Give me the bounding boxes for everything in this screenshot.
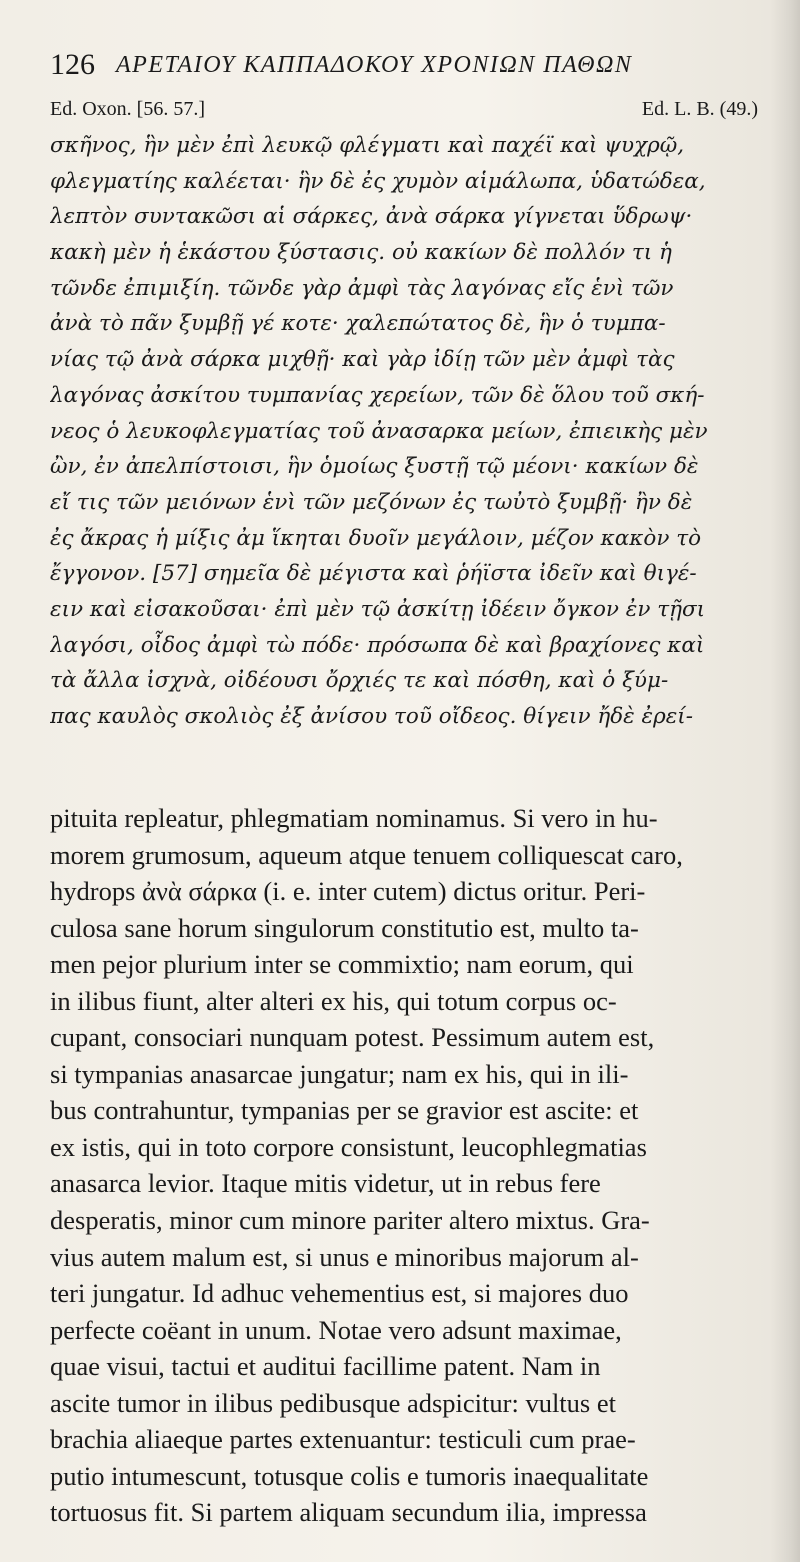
greek-line: φλεγματίης καλέεται· ἣν δὲ ἐς χυμὸν αἱμάλωπα, ὑδατώδεα, [50, 168, 706, 194]
running-header [50, 44, 750, 92]
latin-line: anasarca levior. Itaque mitis videtur, ut in rebus fere [50, 1168, 601, 1199]
latin-line: teri jungatur. Id adhuc vehementius est, si majores duo [50, 1278, 629, 1309]
greek-line: ἀνὰ τὸ πᾶν ξυμβῇ γέ κοτε· χαλεπώτατος δὲ, ἣν ὁ τυμπα- [50, 311, 666, 337]
latin-line: desperatis, minor cum minore pariter altero mixtus. Gra- [50, 1205, 650, 1236]
greek-text-block [50, 128, 762, 735]
latin-line: ascite tumor in ilibus pedibusque adspicitur: vultus et [50, 1387, 616, 1418]
edition-ref-leiden: Ed. L. B. (49.) [641, 98, 758, 120]
greek-line: κακὴ μὲν ἡ ἑκάστου ξύστασις. οὐ κακίων δὲ πολλόν τι ἡ [50, 240, 672, 266]
latin-line: si tympanias anasarcae jungatur; nam ex his, qui in ili- [50, 1058, 629, 1089]
greek-line: σκῆνος, ἣν μὲν ἐπὶ λευκῷ φλέγματι καὶ παχέϊ καὶ ψυχρῷ, [50, 133, 685, 158]
edition-ref-oxford: Ed. Oxon. [56. 57.] [50, 98, 205, 120]
latin-line: tortuosus fit. Si partem aliquam secundum ilia, impressa [50, 1497, 647, 1528]
latin-line: hydrops ἀνὰ σάρκα (i. e. inter cutem) dictus oritur. Peri- [50, 876, 646, 907]
latin-line: men pejor plurium inter se commixtio; nam eorum, qui [50, 949, 634, 980]
latin-line: vius autem malum est, si unus e minoribus majorum al- [50, 1241, 639, 1272]
greek-line: εἴ τις τῶν μειόνων ἑνὶ τῶν μεζόνων ἐς τωὐτὸ ξυμβῇ· ἢν δὲ [50, 489, 693, 515]
latin-line: perfecte coëant in unum. Notae vero adsunt maximae, [50, 1314, 622, 1345]
greek-line: ἔγγονον. [57] σημεῖα δὲ μέγιστα καὶ ῥήϊστα ἰδεῖν καὶ θιγέ- [50, 561, 697, 587]
latin-line: ex istis, qui in toto corpore consistunt, leucophlegmatias [50, 1131, 647, 1162]
greek-line: ειν καὶ εἰσακοῦσαι· ἐπὶ μὲν τῷ ἀσκίτῃ ἰδέειν ὄγκον ἐν τῇσι [50, 596, 706, 622]
page-gutter-shadow [770, 0, 800, 1562]
running-title: ΑΡΕΤΑΙΟΥ ΚΑΠΠΑΔΟΚΟΥ ΧΡΟΝΙΩΝ ΠΑΘΩΝ [116, 52, 633, 78]
latin-line: pituita repleatur, phlegmatiam nominamus. Si vero in hu- [50, 803, 658, 833]
greek-line: τῶνδε ἐπιμιξίη. τῶνδε γὰρ ἀμφὶ τὰς λαγόνας εἴς ἑνὶ τῶν [50, 275, 674, 301]
latin-line: cupant, consociari nunquam potest. Pessimum autem est, [50, 1022, 655, 1053]
latin-line: quae visui, tactui et auditui facillime patent. Nam in [50, 1351, 601, 1382]
latin-line: putio intumescunt, totusque colis e tumoris inaequalitate [50, 1460, 649, 1491]
greek-line: λαγόνας ἀσκίτου τυμπανίας χερείων, τῶν δὲ ὅλου τοῦ σκή- [50, 382, 705, 408]
greek-line: νίας τῷ ἀνὰ σάρκα μιχθῇ· καὶ γὰρ ἰδίῃ τῶν μὲν ἀμφὶ τὰς [50, 347, 675, 373]
page-number: 126 [50, 48, 95, 81]
latin-line: morem grumosum, aqueum atque tenuem colliquescat caro, [50, 839, 683, 870]
greek-line: πας καυλὸς σκολιὸς ἐξ ἀνίσου τοῦ οἴδεος. θίγειν ἤδὲ ἐρεί- [50, 704, 693, 729]
latin-line: brachia aliaeque partes extenuantur: testiculi cum prae- [50, 1424, 636, 1455]
edition-references [50, 96, 758, 128]
greek-line: λαγόσι, οἶδος ἀμφὶ τὼ πόδε· πρόσωπα δὲ καὶ βραχίονες καὶ [50, 632, 705, 658]
greek-line: νεος ὁ λευκοφλεγματίας τοῦ ἀνασαρκα μείων, ἐπιεικὴς μὲν [50, 418, 708, 444]
latin-line: in ilibus fiunt, alter alteri ex his, qui totum corpus oc- [50, 985, 617, 1016]
latin-line: culosa sane horum singulorum constitutio est, multo ta- [50, 912, 639, 943]
latin-translation-block [50, 800, 762, 1531]
greek-line: τὰ ἄλλα ἰσχνὰ, οἰδέουσι ὄρχιές τε καὶ πόσθη, καὶ ὁ ξύμ- [50, 668, 669, 694]
greek-line: ὢν, ἐν ἀπελπίστοισι, ἣν ὁμοίως ξυστῇ τῷ μέονι· κακίων δὲ [50, 454, 699, 480]
greek-line: ἐς ἄκρας ἡ μίξις ἀμ ἵκηται δυοῖν μεγάλοιν, μέζον κακὸν τὸ [50, 525, 702, 551]
greek-line: λεπτὸν συντακῶσι αἱ σάρκες, ἀνὰ σάρκα γίγνεται ὕδρωψ· [50, 204, 693, 230]
latin-line: bus contrahuntur, tympanias per se gravior est ascite: et [50, 1095, 639, 1126]
